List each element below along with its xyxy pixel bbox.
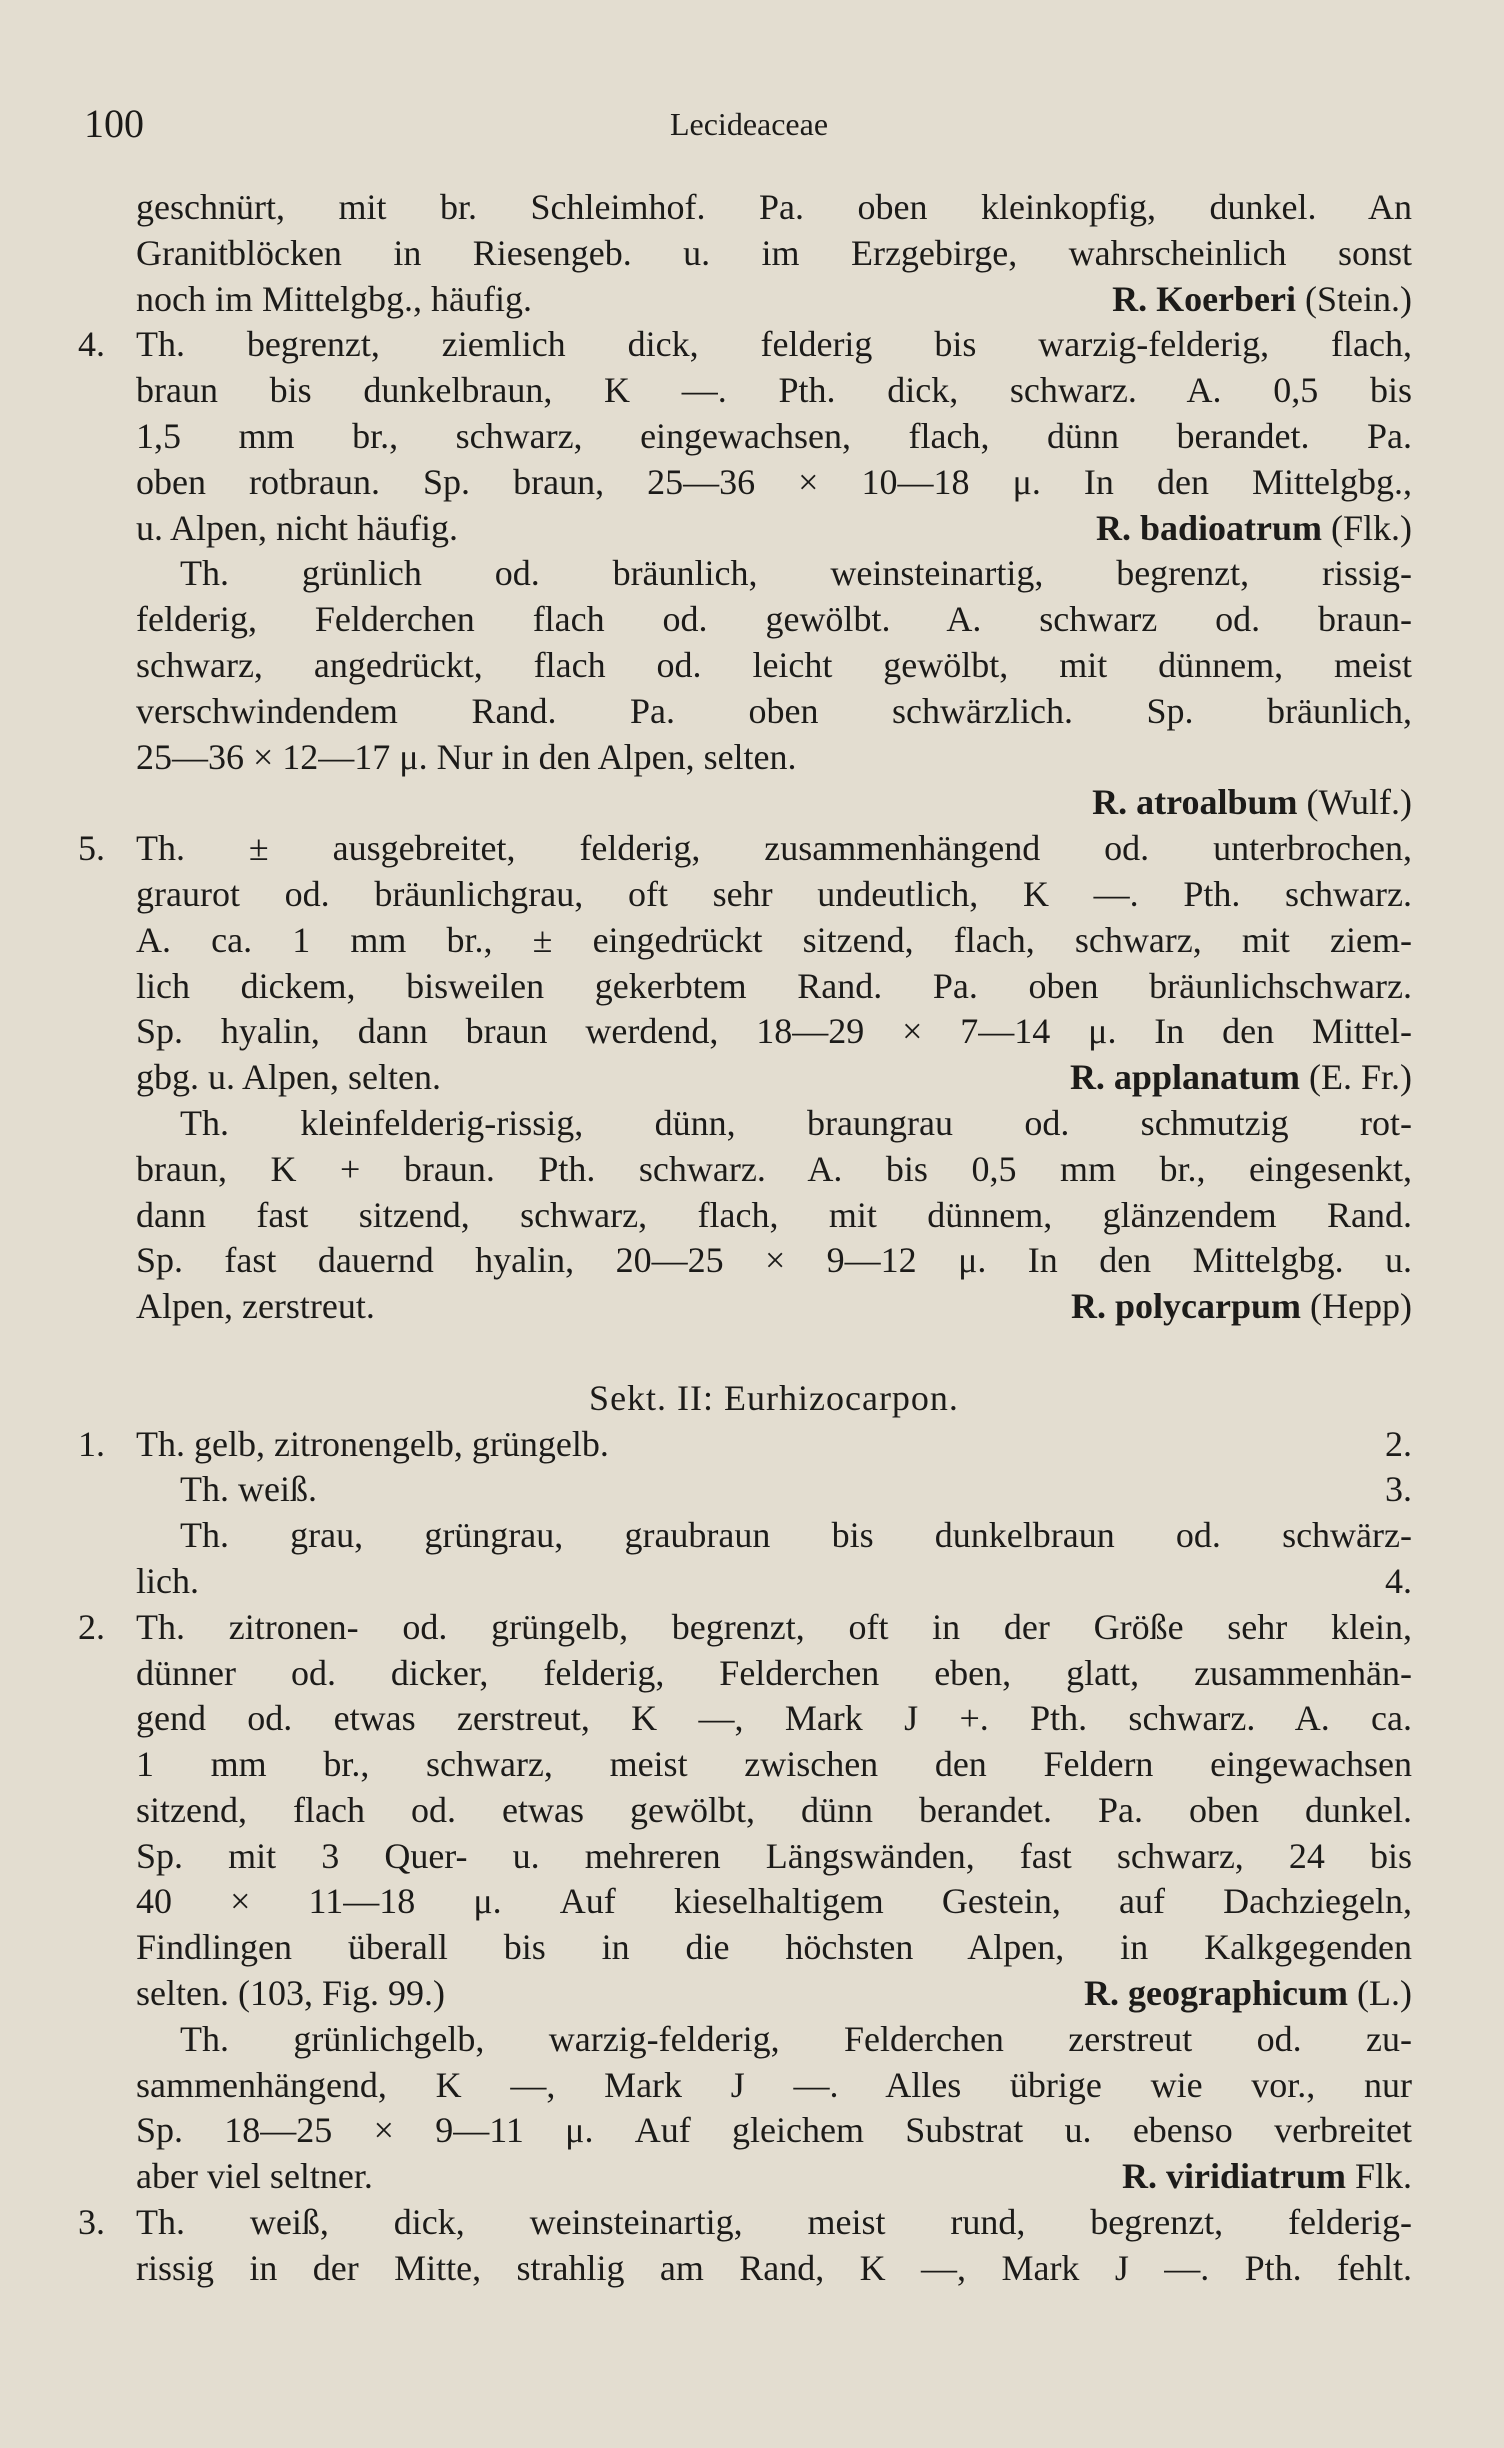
- species-entry: [1084, 1971, 1412, 2017]
- text-line: [136, 2246, 1412, 2292]
- text-line: [136, 1101, 1412, 1147]
- species-author: (Wulf.): [1306, 782, 1412, 823]
- line-text: Sp. hyalin, dann braun werdend, 18—29 × 7—14 μ. In den Mittel-: [136, 1011, 1412, 1052]
- line-text: felderig, Felderchen flach od. gewölbt. A. schwarz od. braun-: [136, 599, 1412, 640]
- line-text: Granitblöcken in Riesengeb. u. im Erzgebirge, wahrscheinlich sonst: [136, 232, 1412, 273]
- line-text: lich dickem, bisweilen gekerbtem Rand. Pa. oben bräunlichschwarz.: [136, 965, 1412, 1006]
- species-entry: [1122, 2154, 1412, 2200]
- text-line: [78, 322, 1412, 368]
- text-line: [136, 1238, 1412, 1284]
- text-line: [136, 1513, 1412, 1559]
- line-text: 40 × 11—18 μ. Auf kieselhaltigem Gestein, auf Dachziegeln,: [136, 1881, 1412, 1922]
- running-head: Lecideaceae: [669, 106, 829, 142]
- text-line: [136, 1742, 1412, 1788]
- species-author: (E. Fr.): [1309, 1057, 1412, 1098]
- key-number: 5.: [78, 828, 105, 869]
- text-line: [136, 551, 1412, 597]
- line-text: aber viel seltner.: [136, 2156, 373, 2197]
- species-name: R. applanatum: [1069, 1057, 1300, 1098]
- species-name: R. Koerberi: [1112, 278, 1297, 319]
- text-line: [136, 1055, 1412, 1101]
- text-line: [136, 1467, 1412, 1513]
- species-name: R. polycarpum: [1071, 1286, 1302, 1327]
- species-entry: [1096, 506, 1412, 552]
- line-text: geschnürt, mit br. Schleimhof. Pa. oben kleinkopfig, dunkel. An: [136, 187, 1412, 227]
- text-line: [136, 1925, 1412, 1971]
- line-text: gbg. u. Alpen, selten.: [136, 1057, 441, 1098]
- species-name: R. viridiatrum: [1121, 2156, 1346, 2197]
- line-text: gend od. etwas zerstreut, K —, Mark J +. Pth. schwarz. A. ca.: [136, 1698, 1412, 1739]
- line-text: braun bis dunkelbraun, K —. Pth. dick, schwarz. A. 0,5 bis: [136, 370, 1412, 411]
- text-line: [78, 1605, 1412, 1651]
- line-text: Th. weiß.: [180, 1469, 317, 1510]
- species-name: R. atroalbum: [1092, 782, 1298, 823]
- line-text: Th. grünlich od. bräunlich, weinsteinartig, begrenzt, rissig-: [180, 553, 1412, 594]
- line-text: verschwindendem Rand. Pa. oben schwärzlich. Sp. bräunlich,: [136, 690, 1412, 731]
- line-text: Th. ± ausgebreitet, felderig, zusammenhängend od. unterbrochen,: [136, 828, 1412, 869]
- species-author: (Hepp): [1310, 1286, 1412, 1327]
- text-line: [136, 506, 1412, 552]
- species-entry: [1092, 782, 1412, 822]
- text-line: [136, 597, 1412, 643]
- line-text: Sp. 18—25 × 9—11 μ. Auf gleichem Substrat u. ebenso verbreitet: [136, 2110, 1412, 2151]
- line-text: 1,5 mm br., schwarz, eingewachsen, flach, dünn berandet. Pa.: [136, 415, 1412, 456]
- line-text: u. Alpen, nicht häufig.: [136, 507, 458, 548]
- species-author: (L.): [1357, 1973, 1412, 2014]
- page-number: 100: [84, 101, 144, 146]
- key-reference: 3.: [1385, 1469, 1412, 1510]
- page-body: [78, 185, 1412, 2292]
- line-text: Alpen, zerstreut.: [136, 1286, 375, 1327]
- text-line: [136, 1788, 1412, 1834]
- line-text: oben rotbraun. Sp. braun, 25—36 × 10—18 μ. In den Mittelgbg.,: [136, 461, 1412, 502]
- line-text: Findlingen überall bis in die höchsten Alpen, in Kalkgegenden: [136, 1927, 1412, 1968]
- text-line: [136, 2154, 1412, 2200]
- line-text: Sp. mit 3 Quer- u. mehreren Längswänden, fast schwarz, 24 bis: [136, 1835, 1412, 1876]
- line-text: sammenhängend, K —, Mark J —. Alles übrige wie vor., nur: [136, 2064, 1412, 2105]
- text-line: [136, 643, 1412, 689]
- line-text: schwarz, angedrückt, flach od. leicht gewölbt, mit dünnem, meist: [136, 644, 1412, 685]
- text-line: [78, 2200, 1412, 2246]
- text-line: [136, 735, 1412, 781]
- line-text: Th. weiß, dick, weinsteinartig, meist rund, begrenzt, felderig-: [136, 2202, 1412, 2243]
- line-text: Th. grünlichgelb, warzig-felderig, Felderchen zerstreut od. zu-: [180, 2018, 1412, 2059]
- text-line: [136, 277, 1412, 323]
- line-text: lich.: [136, 1560, 199, 1601]
- line-text: 1 mm br., schwarz, meist zwischen den Feldern eingewachsen: [136, 1744, 1412, 1785]
- line-text: rissig in der Mitte, strahlig am Rand, K —, Mark J —. Pth. fehlt.: [136, 2247, 1412, 2288]
- line-text: Th. zitronen- od. grüngelb, begrenzt, oft in der Größe sehr klein,: [136, 1606, 1412, 1647]
- line-text: dünner od. dicker, felderig, Felderchen eben, glatt, zusammenhän-: [136, 1652, 1412, 1693]
- text-line: [136, 2017, 1412, 2063]
- species-name: R. badioatrum: [1095, 507, 1322, 548]
- page-header: [84, 100, 1414, 160]
- text-line: [136, 1147, 1412, 1193]
- text-line: [136, 1971, 1412, 2017]
- line-text: Sp. fast dauernd hyalin, 20—25 × 9—12 μ. In den Mittelgbg. u.: [136, 1240, 1412, 1281]
- species-entry: [1112, 277, 1412, 323]
- text-line: [136, 460, 1412, 506]
- line-text: selten. (103, Fig. 99.): [136, 1973, 445, 2014]
- text-line: [136, 1559, 1412, 1605]
- text-line: [136, 231, 1412, 277]
- text-line: [136, 689, 1412, 735]
- species-entry: [1071, 1284, 1412, 1330]
- line-text: sitzend, flach od. etwas gewölbt, dünn berandet. Pa. oben dunkel.: [136, 1789, 1412, 1830]
- text-line: [136, 1696, 1412, 1742]
- text-line: [136, 1009, 1412, 1055]
- text-line: [136, 1879, 1412, 1925]
- section-heading: Sekt. II: Eurhizocarpon.: [589, 1377, 959, 1418]
- line-text: Th. kleinfelderig-rissig, dünn, braungrau od. schmutzig rot-: [180, 1102, 1412, 1143]
- line-text: graurot od. bräunlichgrau, oft sehr undeutlich, K —. Pth. schwarz.: [136, 873, 1412, 914]
- key-number: 4.: [78, 324, 105, 365]
- line-text: Th. begrenzt, ziemlich dick, felderig bis warzig-felderig, flach,: [136, 324, 1412, 365]
- key-reference: 2.: [1385, 1423, 1412, 1464]
- text-line: [136, 414, 1412, 460]
- text-line: [78, 1422, 1412, 1468]
- species-author: (Flk.): [1331, 507, 1412, 548]
- text-line: [136, 1193, 1412, 1239]
- key-number: 3.: [78, 2202, 105, 2243]
- text-line: [78, 826, 1412, 872]
- line-text: A. ca. 1 mm br., ± eingedrückt sitzend, flach, schwarz, mit ziem-: [136, 919, 1412, 960]
- text-line: [136, 780, 1412, 826]
- key-number: 1.: [78, 1423, 105, 1464]
- line-text: Th. grau, grüngrau, graubraun bis dunkelbraun od. schwärz-: [180, 1515, 1412, 1556]
- text-line: [136, 872, 1412, 918]
- line-text: noch im Mittelgbg., häufig.: [136, 278, 532, 319]
- key-reference: 4.: [1385, 1560, 1412, 1601]
- text-line: [136, 2063, 1412, 2109]
- key-number: 2.: [78, 1606, 105, 1647]
- line-text: Th. gelb, zitronengelb, grüngelb.: [136, 1423, 609, 1464]
- text-line: [136, 2108, 1412, 2154]
- line-text: braun, K + braun. Pth. schwarz. A. bis 0,5 mm br., eingesenkt,: [136, 1148, 1412, 1189]
- species-entry: [1070, 1055, 1412, 1101]
- text-line: [136, 1284, 1412, 1330]
- text-line: [136, 368, 1412, 414]
- text-line: [136, 1651, 1412, 1697]
- line-text: dann fast sitzend, schwarz, flach, mit dünnem, glänzendem Rand.: [136, 1194, 1412, 1235]
- text-line: [136, 185, 1412, 231]
- text-line: [136, 918, 1412, 964]
- species-author: Flk.: [1354, 2156, 1412, 2197]
- line-text: 25—36 × 12—17 μ. Nur in den Alpen, selten.: [136, 736, 797, 777]
- text-line: [136, 964, 1412, 1010]
- blank-line: [136, 1330, 1412, 1376]
- text-line: [136, 1834, 1412, 1880]
- species-name: R. geographicum: [1084, 1973, 1349, 2014]
- species-author: (Stein.): [1305, 278, 1412, 319]
